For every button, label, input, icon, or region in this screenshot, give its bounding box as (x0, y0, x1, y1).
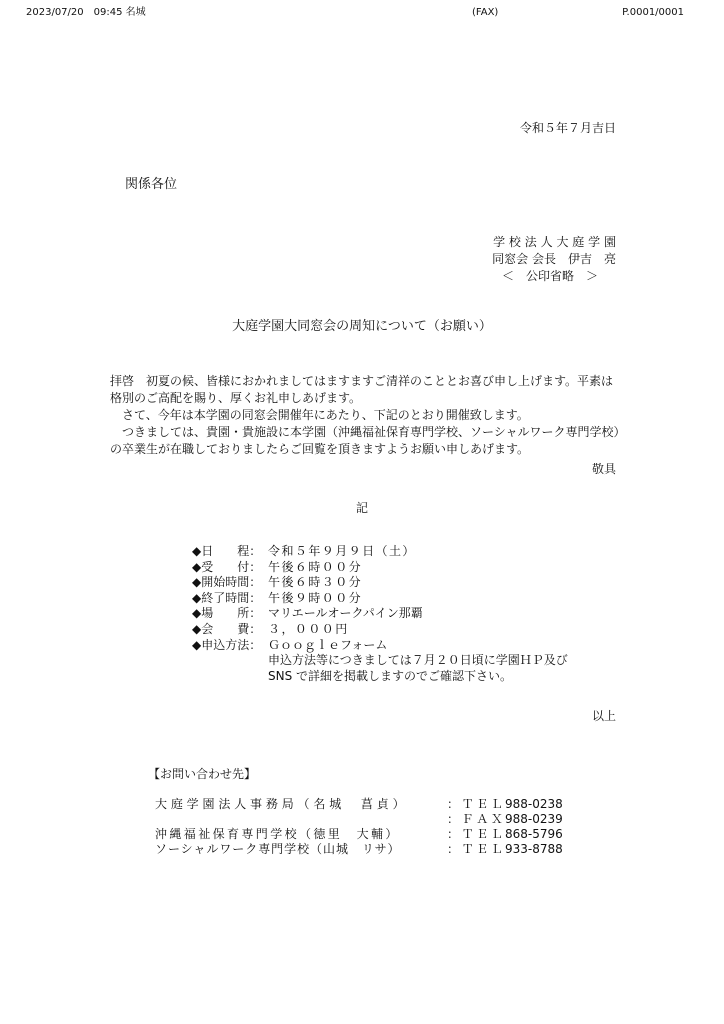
detail-note-line: SNS で詳細を掲載しますのでご確認下さい。 (268, 668, 513, 683)
seal-note: ＜ 公印省略 ＞ (501, 268, 598, 283)
ki-heading: 記 (355, 501, 368, 515)
detail-label: ◆終了時間： (192, 590, 262, 605)
detail-label: ◆日 程： (192, 544, 262, 558)
recipient: 関係各位 (125, 177, 178, 192)
detail-row-start-time (192, 575, 568, 591)
contact-number: 933-8788 (505, 842, 563, 856)
contact-type: ：ＴＥＬ (447, 827, 506, 841)
detail-value: ３，０００円 (268, 621, 349, 636)
detail-value: 午後６時３０分 (268, 575, 363, 590)
detail-label: ◆場 所： (192, 606, 262, 621)
contact-row (155, 827, 563, 842)
detail-row-venue (192, 606, 568, 622)
contact-organization: ソーシャルワーク専門学校（山城 リサ） (155, 842, 401, 856)
document-date: 令和５年７月吉日 (519, 121, 616, 135)
detail-label: ◆開始時間： (192, 575, 262, 590)
detail-note-line: 申込方法等につきましては７月２０日頃に学園ＨＰ及び (268, 653, 568, 668)
fax-datetime: 2023/07/20 09:45 名城 (26, 7, 146, 18)
contact-number: 988-0239 (505, 812, 563, 826)
fax-page-number: P.0001/0001 (622, 7, 684, 18)
sender-organization: 学校法人大庭学園 (493, 235, 620, 249)
detail-row-schedule (192, 544, 568, 560)
detail-label: ◆申込方法： (192, 637, 262, 652)
detail-row-application (192, 638, 568, 654)
detail-value: マリエールオークパイン那覇 (268, 606, 423, 621)
detail-value: Ｇｏｏｇｌｅフォーム (268, 637, 388, 652)
contact-organization (155, 812, 447, 827)
body-paragraph-announcement: さて、今年は本学園の同窓会開催年にあたり、下記のとおり開催致します。 (122, 408, 529, 423)
detail-value: 令和５年９月９日（土） (268, 544, 416, 558)
contact-row (155, 842, 563, 857)
detail-row-reception (192, 560, 568, 576)
detail-row-end-time (192, 591, 568, 607)
sender-block (492, 234, 620, 284)
detail-label: ◆受 付： (192, 559, 262, 574)
contact-row (155, 797, 563, 812)
contact-number: 988-0238 (505, 797, 563, 811)
body-paragraph-request: つきましては、貴園・貴施設に本学園（沖縄福祉保育専門学校、ソーシャルワーク専門学校）の卒業生が在職しておりましたらご回覧を頂きますようお願い申しあげます。 (110, 425, 620, 457)
sender-position: 同窓会 会長 伊吉 亮 (492, 251, 616, 266)
contact-organization: 沖縄福祉保育専門学校（徳里 大輔） (155, 827, 400, 841)
fax-header (0, 6, 724, 20)
detail-label: ◆会 費： (192, 621, 262, 636)
closing-ijou: 以上 (591, 709, 616, 723)
detail-value: 午後９時００分 (268, 590, 363, 605)
closing-keigu: 敬具 (591, 462, 616, 476)
detail-value: 午後６時００分 (268, 559, 363, 574)
contact-list (155, 797, 563, 857)
contact-type: ：ＦＡＸ (447, 812, 506, 826)
body-text (110, 373, 620, 458)
contact-organization: 大庭学園法人事務局（名城 菖貞） (155, 797, 409, 811)
event-details (192, 544, 568, 684)
document-title: 大庭学園大同窓会の周知について（お願い） (232, 319, 492, 334)
contact-type: ：ＴＥＬ (447, 797, 506, 811)
detail-row-fee (192, 622, 568, 638)
contact-type: ：ＴＥＬ (447, 842, 506, 856)
body-paragraph-greeting: 拝啓 初夏の候、皆様におかれましてはますますご清祥のこととお喜び申し上げます。平素は格別のご高配を賜り、厚くお礼申しあげます。 (110, 374, 614, 406)
contact-heading: 【お問い合わせ先】 (148, 767, 257, 781)
fax-label: (FAX) (472, 7, 499, 18)
contact-row (155, 812, 563, 827)
contact-number: 868-5796 (505, 827, 563, 841)
